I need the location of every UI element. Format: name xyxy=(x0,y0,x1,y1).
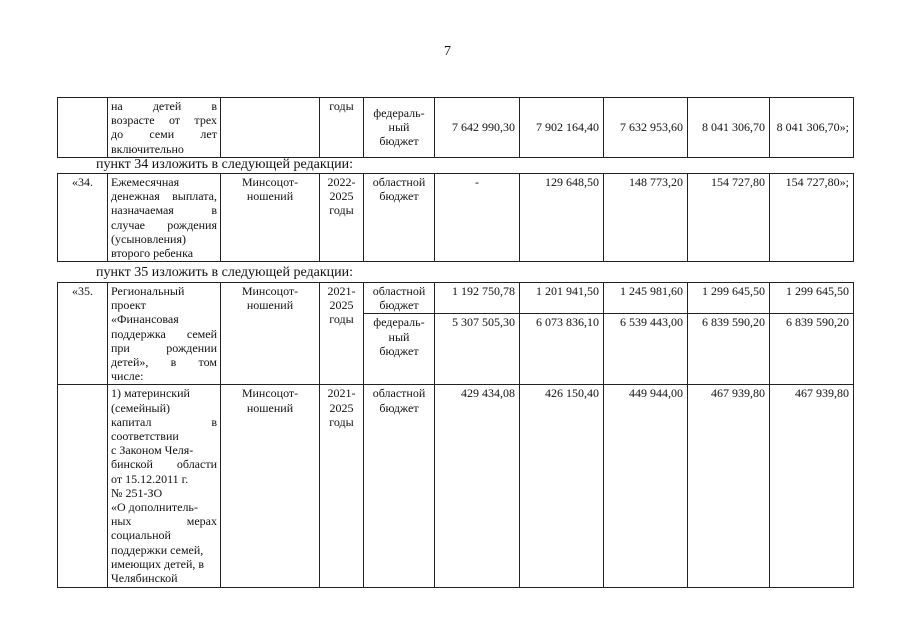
name-line: капитал в xyxy=(111,414,217,429)
name-line: при рождении xyxy=(111,340,217,355)
name-line: поддержка семей xyxy=(111,326,217,341)
name-line: на детей в xyxy=(111,99,217,113)
value-cell: 429 434,08 xyxy=(435,385,520,588)
budget-line: областной xyxy=(372,386,426,401)
value-cell: 6 839 590,20 xyxy=(688,314,770,385)
name-line: социальной xyxy=(111,528,171,543)
value-cell: 426 150,40 xyxy=(520,385,604,588)
value-cell: 1 299 645,50 xyxy=(688,283,770,314)
name-line: от 15.12.2011 г. xyxy=(111,471,189,486)
executor-line: ношений xyxy=(246,298,294,313)
value-cell: 5 307 505,30 xyxy=(435,314,520,385)
value-cell: 148 773,20 xyxy=(604,174,688,262)
table-row xyxy=(58,98,854,158)
period-cell xyxy=(320,283,364,385)
heading-35: пункт 35 изложить в следующей редакции: xyxy=(96,265,353,280)
name-line: Челябинской xyxy=(111,571,178,586)
name-line: возрасте от трех xyxy=(111,113,217,128)
period-line: годы xyxy=(329,414,354,429)
name-line: денежная выплата, xyxy=(111,189,217,204)
value-cell: 129 648,50 xyxy=(520,174,604,262)
budget-line: федераль- xyxy=(373,315,425,330)
budget-line: бюджет xyxy=(379,400,419,415)
name-line: № 251-ЗО xyxy=(111,485,163,500)
executor-line: ношений xyxy=(246,189,294,204)
period-line: 2025 xyxy=(329,298,354,313)
value-cell: 449 944,00 xyxy=(604,385,688,588)
executor-line: Минсоцот- xyxy=(241,386,299,401)
name-line: проект xyxy=(111,298,146,313)
executor-cell xyxy=(221,283,320,385)
value-cell: 7 632 953,60 xyxy=(604,98,688,158)
budget-cell xyxy=(364,314,435,385)
period-line: 2021- xyxy=(327,284,356,298)
table-34 xyxy=(57,173,854,262)
value-cell: 7 902 164,40 xyxy=(520,98,604,158)
name-cell xyxy=(108,174,221,262)
period-line: 2025 xyxy=(329,400,354,415)
num-cell: «35. xyxy=(58,283,108,385)
budget-cell xyxy=(364,283,435,314)
table-row xyxy=(58,385,854,588)
value-cell: 8 041 306,70 xyxy=(688,98,770,158)
executor-cell xyxy=(221,174,320,262)
value-cell: 8 041 306,70»; xyxy=(770,98,854,158)
name-line: случае рождения xyxy=(111,217,217,232)
budget-cell xyxy=(364,174,435,262)
value-cell: 7 642 990,30 xyxy=(435,98,520,158)
budget-line: бюджет xyxy=(379,189,419,204)
period-cell: годы xyxy=(320,98,364,158)
period-cell xyxy=(320,385,364,588)
name-line: Региональный xyxy=(111,284,185,298)
budget-line: федераль- xyxy=(373,106,425,120)
value-cell: 1 245 981,60 xyxy=(604,283,688,314)
page-number: 7 xyxy=(444,44,451,59)
budget-line: областной xyxy=(372,284,426,298)
value-cell: 154 727,80»; xyxy=(770,174,854,262)
budget-line: ный xyxy=(388,329,410,344)
period-line: годы xyxy=(329,203,354,218)
value-cell: 6 539 443,00 xyxy=(604,314,688,385)
period-line: 2025 xyxy=(329,189,354,204)
value-cell: 467 939,80 xyxy=(688,385,770,588)
name-line: назначаемая в xyxy=(111,203,217,218)
value-cell: 1 192 750,78 xyxy=(435,283,520,314)
name-line: числе: xyxy=(111,369,144,384)
value-cell: 6 839 590,20 xyxy=(770,314,854,385)
name-line: (семейный) xyxy=(111,400,171,415)
name-line: 1) материнский xyxy=(111,386,190,401)
name-line: второго ребенка xyxy=(111,246,194,261)
num-cell xyxy=(58,98,108,158)
budget-line: областной xyxy=(372,175,426,189)
name-line: (усыновления) xyxy=(111,231,186,246)
executor-cell xyxy=(221,98,320,158)
period-line: 2021- xyxy=(327,386,356,401)
budget-line: ный xyxy=(388,120,410,135)
name-cell xyxy=(108,385,221,588)
name-line: до семи лет xyxy=(111,127,217,142)
name-line: «О дополнитель- xyxy=(111,500,198,515)
period-cell xyxy=(320,174,364,262)
value-cell: 6 073 836,10 xyxy=(520,314,604,385)
executor-line: Минсоцот- xyxy=(241,284,299,298)
budget-cell xyxy=(364,385,435,588)
period-line: 2022- xyxy=(327,175,356,189)
executor-cell xyxy=(221,385,320,588)
num-cell xyxy=(58,385,108,588)
heading-34: пункт 34 изложить в следующей редакции: xyxy=(96,157,353,172)
value-cell: 1 201 941,50 xyxy=(520,283,604,314)
name-cell xyxy=(108,283,221,385)
budget-line: бюджет xyxy=(379,343,419,358)
name-cell xyxy=(108,98,221,158)
name-line: детей», в том xyxy=(111,355,217,370)
name-line: бинской области xyxy=(111,457,217,472)
value-cell: - xyxy=(435,174,520,262)
name-line: включительно xyxy=(111,141,184,156)
executor-line: ношений xyxy=(246,400,294,415)
name-line: ных мерах xyxy=(111,514,217,529)
name-line: поддержки семей, xyxy=(111,542,204,557)
table-row xyxy=(58,283,854,314)
name-line: «Финансовая xyxy=(111,312,179,327)
budget-line: бюджет xyxy=(379,134,419,149)
budget-line: бюджет xyxy=(379,298,419,313)
table-35 xyxy=(57,282,854,588)
table-top xyxy=(57,97,854,158)
num-cell: «34. xyxy=(58,174,108,262)
name-line: с Законом Челя- xyxy=(111,443,194,458)
value-cell: 1 299 645,50 xyxy=(770,283,854,314)
table-row xyxy=(58,174,854,262)
name-line: соответствии xyxy=(111,429,179,444)
value-cell: 154 727,80 xyxy=(688,174,770,262)
name-line: Ежемесячная xyxy=(111,175,180,189)
executor-line: Минсоцот- xyxy=(241,175,299,189)
name-line: имеющих детей, в xyxy=(111,556,205,571)
period-line: годы xyxy=(329,312,354,327)
budget-cell xyxy=(364,98,435,158)
value-cell: 467 939,80 xyxy=(770,385,854,588)
